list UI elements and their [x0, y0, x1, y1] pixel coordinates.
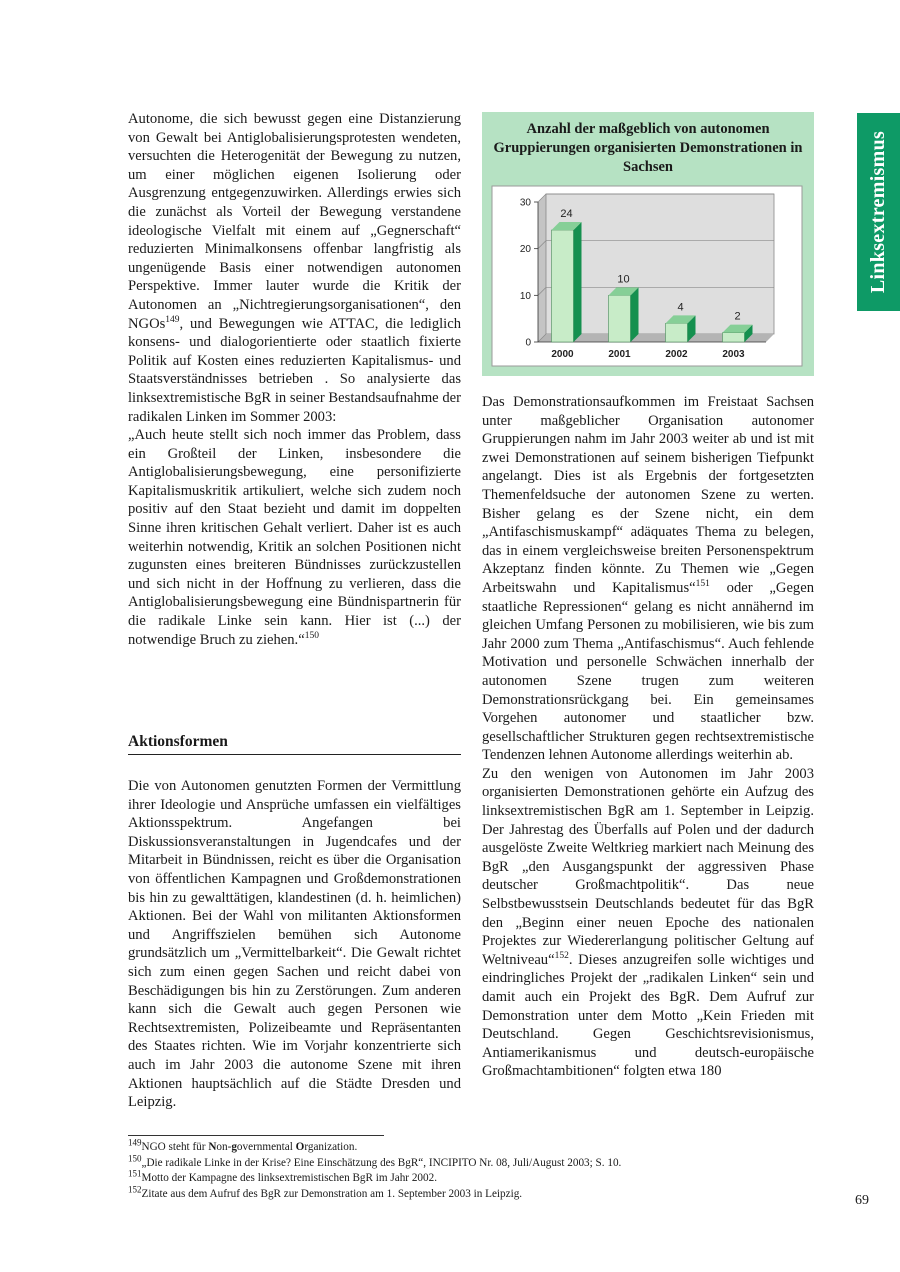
footnote-number: 150: [128, 1152, 142, 1163]
section-tab-label: Linksextremismus: [867, 130, 889, 294]
right-paragraph-1: [482, 393, 814, 765]
x-tick-label: 2002: [665, 349, 688, 360]
footnote-text: „Die radikale Linke in der Krise? Eine Einschätzung des BgR“, INCIPITO Nr. 08, Juli/August 2003; S. 10.: [141, 1156, 622, 1169]
footnote-ref: 151: [695, 579, 710, 590]
text-run: oder „Gegen staatliche Repressionen“ gelang es nicht annähernd im gleichen Umfang Personen zu mobilisieren, wie bis zum Jahr 2000 zum Thema „Antifaschismus“. Auch fehlende Motivation und personelle Schwächen innerhalb der autonomen Szene trugen zum weiteren Demonstrationsrückgang bei. Ein gemeinsames Vorgehen autonomer und staatlicher bzw. gesellschaftlicher Strukturen gegen rechtsextremistische Tendenzen lehnen Autonome allerdings weiterhin ab.: [482, 579, 814, 764]
right-column: [482, 393, 814, 1081]
left-paragraph-1: [128, 110, 461, 426]
right-paragraph-2: [482, 765, 814, 1081]
footnote-text: Motto der Kampagne des linksextremistischen BgR im Jahr 2002.: [141, 1172, 437, 1184]
side-wall: [538, 194, 546, 342]
footnote-item: [128, 1168, 808, 1187]
left-column: [128, 110, 461, 649]
data-label: 2: [734, 310, 741, 323]
footnote-divider: [128, 1135, 384, 1136]
footnote-item: [128, 1137, 808, 1156]
text-run: Zu den wenigen von Autonomen im Jahr 2003 organisierten Demonstrationen gehörte ein Aufzug des linksextremistischen BgR am 1. September in Leipzig. Der Jahrestag des Überfalls auf Polen und der dadurch ausgelöste Zweite Weltkrieg markiert nach Meinung des BgR „den Ausgangspunkt der aggressiven Phase deutscher Großmachtpolitik“. Das neue Selbstbewusstsein Deutschlands bedeutet für das BgR den „Beginn einer neuen Epoche des nationalen Projektes zur Wiedererlangung politischer Geltung auf Weltniveau“: [482, 765, 814, 968]
text-run: , und Bewegungen wie ATTAC, die lediglich konsens- und dialogorientierte oder staatlich fixierte Politik auf Kosten eines reduzierten Kapitalismus- und Staatsverständnisses betrieben . So analysierte das linksextremistische BgR in seiner Bestandsaufnahme der radikalen Linken im Sommer 2003:: [128, 315, 461, 425]
footnote-item: [128, 1152, 808, 1172]
footnote-text: Zitate aus dem Aufruf des BgR zur Demonstration am 1. September 2003 in Leipzig.: [141, 1187, 523, 1200]
y-tick-label: 0: [525, 337, 531, 349]
data-label: 10: [617, 273, 630, 286]
footnote-ref: 152: [554, 950, 569, 961]
footnote-text: O: [295, 1141, 305, 1153]
footnote-text: rganization.: [304, 1141, 358, 1153]
footnote-item: [128, 1183, 808, 1203]
bar: [609, 295, 631, 342]
bar-side: [631, 287, 639, 342]
x-tick-label: 2000: [551, 349, 574, 360]
page-number: 69: [855, 1193, 869, 1208]
left-quote: [128, 426, 461, 649]
footnote-number: 149: [128, 1137, 142, 1148]
section-tab: [857, 113, 900, 311]
data-label: 4: [677, 301, 684, 314]
y-tick-label: 10: [519, 290, 531, 302]
x-tick-label: 2003: [722, 349, 745, 360]
left-lower-text: [128, 777, 461, 1112]
chart-title: Anzahl der maßgeblich von autonomen Gruppierungen organisierten Demonstrationen in Sachsen: [493, 121, 803, 175]
text-run: „Auch heute stellt sich noch immer das Problem, dass ein Großteil der Linken, insbesondere die Antiglobalisierungsbewegung, eine personifizierte Kapitalismuskritik artikuliert, welche sich zudem noch positiv auf den Staat bezieht und damit im doppelten Sinne ihren kritischen Gehalt verliert. Daher ist es auch weiterhin notwendig, Kritik an solchen Positionen nicht zugunsten eines breiteren Bündnisses zurückzustellen und sich nicht in der Hoffnung zu verlieren, dass die Antiglobalisierungsbewegung eine Bündnispartnerin für die radikale Linke sein kann. Hier ist (...) der notwendige Bruch zu ziehen.“: [128, 427, 461, 648]
text-run: Die von Autonomen genutzten Formen der Vermittlung ihrer Ideologie und Ansprüche umfassen ein vielfältiges Aktionsspektrum. Angefangen bei Diskussionsveranstaltungen in Jugendcafes und der Mitarbeit in Bündnissen, reicht es über die Organisation von öffentlichen Kampagnen und Großdemonstrationen bis hin zu gewalttätigen, klandestinen (d. h. heimlichen) Aktionen. Bei der Wahl von militanten Aktionsformen und Angriffszielen bemühen sich Autonome grundsätzlich um „Vermittelbarkeit“. Die Gewalt richtet sich zum einen gegen Sachen und reicht dabei von Beschädigungen bis hin zu Zerstörungen. Zum anderen kann sich die Gewalt auch gegen Personen wie Rechtsextremisten, Polizeibeamte und Repräsentanten des Staates richten. Wie im Vorjahr konzentrierte sich auch im Jahr 2003 die autonome Szene mit ihren Aktionen hauptsächlich auf die Städte Dresden und Leipzig.: [128, 778, 461, 1111]
footnote-text: g: [231, 1141, 237, 1153]
section-heading-wrap: [128, 733, 461, 1112]
footnote-text: N: [208, 1141, 217, 1153]
footnote-number: 151: [128, 1168, 142, 1179]
footnotes: [128, 1137, 808, 1202]
section-heading: Aktionsformen: [128, 733, 461, 755]
x-tick-label: 2001: [608, 349, 631, 360]
bar: [552, 230, 574, 342]
y-tick-label: 30: [519, 197, 531, 209]
footnote-ref: 150: [304, 630, 319, 641]
text-run: Autonome, die sich bewusst gegen eine Distanzierung von Gewalt bei Antiglobalisierungsprotesten wendeten, versuchten die Heterogenität der Bewegung zu nutzen, um einer möglichen eigenen Isolierung oder Ausgrenzung entgegenzuwirken. Allerdings erwies sich die zunächst als Vorteil der Bewegung verstandene ideologische Vielfalt mit einem auf „Gegnerschaft“ reduzierten Minimalkonsens offenbar langfristig als ungenügende Basis einer notwendigen autonomen Perspektive. Immer lauter wurde die Kritik der Autonomen an „Nichtregierungsorganisationen“, den NGOs: [128, 111, 461, 332]
left-paragraph-2: [128, 777, 461, 1112]
footnote-text: on-: [216, 1141, 232, 1153]
bar-chart: [482, 112, 814, 376]
bar: [723, 333, 745, 342]
bar-side: [574, 222, 582, 342]
data-label: 24: [560, 208, 573, 220]
y-tick-label: 20: [519, 244, 531, 256]
footnote-number: 152: [128, 1183, 142, 1194]
bar: [666, 323, 688, 342]
footnote-text: overnmental: [236, 1141, 296, 1153]
chart-panel: [482, 112, 814, 376]
footnote-text: NGO steht für: [141, 1141, 209, 1153]
text-run: Das Demonstrationsaufkommen im Freistaat Sachsen unter maßgeblicher Organisation autonomer Gruppierungen nahm im Jahr 2003 weiter ab und ist mit zwei Demonstrationen auf seinem bisherigen Tiefpunkt angelangt. Dies ist als Ergebnis der fortgesetzten Themenfeldsuche der autonomen Szene zu werten. Bisher gelang es der Szene nicht, ein dem „Antifaschismuskampf“ adäquates Thema zu belegen, das in einem vergleichsweise breiten Personenspektrum Akzeptanz finden könnte. Zu Themen wie „Gegen Arbeitswahn und Kapitalismus“: [482, 394, 814, 596]
text-run: . Dieses anzugreifen solle wichtiges und eindringliches Projekt der „radikalen Linken“ sein und damit auch ein Projekt des BgR. Dem Aufruf zur Demonstration unter dem Motto „Kein Frieden mit Deutschland. Gegen Geschichtsrevisionismus, Antiamerikanismus und deutsch-europäische Großmachtambitionen“ folgten etwa 180: [482, 951, 814, 1080]
footnote-ref: 149: [165, 314, 180, 325]
